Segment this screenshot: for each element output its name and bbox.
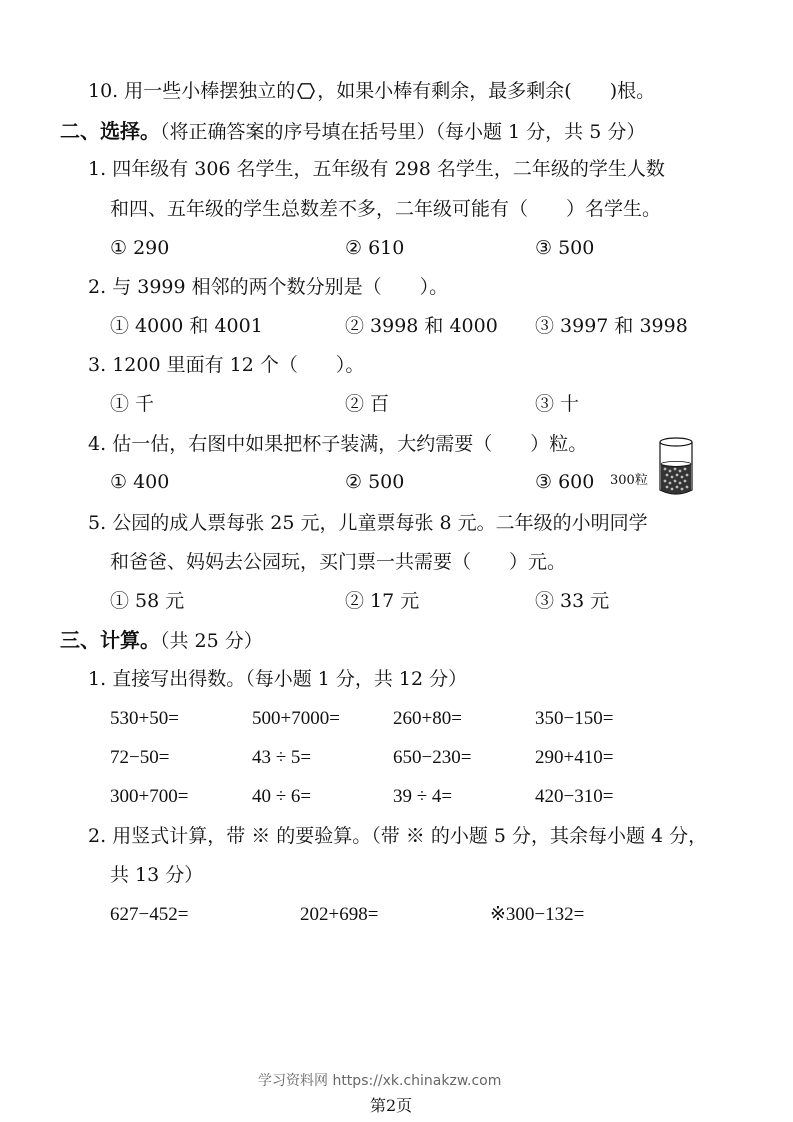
- calc-item: 290+410=: [535, 747, 614, 768]
- question-text-tail: ，如果小棒有剩余，最多剩余( )根。: [317, 80, 656, 102]
- section-2-header: [60, 118, 645, 145]
- calc-item: 350−150=: [535, 708, 614, 729]
- section-note: （共 25 分）: [160, 630, 263, 652]
- question-line: 估一估，右图中如果把杯子装满，大约需要（ ）粒。: [112, 433, 588, 455]
- option-1[interactable]: ① 4000 和 4001: [110, 315, 263, 337]
- page-number: 第2页: [370, 1096, 413, 1115]
- question-text: 用一些小棒摆独立的: [124, 80, 296, 102]
- question-line: 与 3999 相邻的两个数分别是（ ）。: [112, 276, 449, 298]
- question-text: 直接写出得数。（每小题 1 分，共 12 分）: [112, 668, 468, 690]
- option-3[interactable]: ③ 600: [535, 471, 595, 493]
- section-note: （将正确答案的序号填在括号里）（每小题 1 分，共 5 分）: [160, 121, 646, 143]
- question-number: 1.: [88, 158, 107, 180]
- section-title: 三、计算。: [60, 628, 160, 652]
- option-2[interactable]: ② 17 元: [345, 590, 420, 612]
- vertical-calc-item: 202+698=: [300, 904, 379, 925]
- question-line-continued: 共 13 分）: [110, 864, 204, 886]
- option-2[interactable]: ② 610: [345, 237, 405, 259]
- question-line-continued: 和四、五年级的学生总数差不多，二年级可能有（ ）名学生。: [110, 198, 662, 220]
- calc-question-2: [88, 823, 707, 849]
- question-line: 公园的成人票每张 25 元，儿童票每张 8 元。二年级的小明同学: [112, 512, 648, 534]
- question-number: 3.: [88, 354, 107, 376]
- option-2[interactable]: ② 500: [345, 471, 405, 493]
- option-3[interactable]: ③ 3997 和 3998: [535, 315, 688, 337]
- option-3[interactable]: ③ 500: [535, 237, 595, 259]
- calc-item: 420−310=: [535, 786, 614, 807]
- section-3-header: [60, 627, 263, 654]
- question-line: 四年级有 306 名学生，五年级有 298 名学生，二年级的学生人数: [112, 158, 665, 180]
- calc-item: 500+7000=: [252, 708, 340, 729]
- question-line: 1200 里面有 12 个（ ）。: [112, 354, 365, 376]
- calc-item: 72−50=: [110, 747, 170, 768]
- calc-question-1: [88, 666, 467, 692]
- question-number: 2.: [88, 276, 107, 298]
- calc-item: 300+700=: [110, 786, 189, 807]
- choice-question-2: [88, 274, 448, 300]
- option-1[interactable]: ① 400: [110, 471, 170, 493]
- question-10: [88, 78, 655, 104]
- calc-item: 650−230=: [393, 747, 472, 768]
- hexagon-icon: [297, 82, 315, 100]
- jar-icon: [656, 436, 696, 498]
- question-number: 1.: [88, 668, 107, 690]
- calc-item: 530+50=: [110, 708, 179, 729]
- question-number: 2.: [88, 825, 107, 847]
- question-number: 5.: [88, 512, 107, 534]
- option-1[interactable]: ① 58 元: [110, 590, 185, 612]
- vertical-calc-item: ※300−132=: [490, 904, 585, 925]
- calc-item: 39 ÷ 4=: [393, 786, 453, 807]
- jar-figure: [610, 436, 696, 498]
- question-line-continued: 和爸爸、妈妈去公园玩，买门票一共需要（ ）元。: [110, 551, 567, 573]
- option-1[interactable]: ① 290: [110, 237, 170, 259]
- section-title: 二、选择。: [60, 119, 160, 143]
- option-2[interactable]: ② 3998 和 4000: [345, 315, 498, 337]
- choice-question-3: [88, 352, 364, 378]
- question-number: 4.: [88, 433, 107, 455]
- option-2[interactable]: ② 百: [345, 393, 390, 415]
- choice-question-1: [88, 156, 665, 182]
- option-1[interactable]: ① 千: [110, 393, 155, 415]
- question-text: 用竖式计算，带 ※ 的要验算。（带 ※ 的小题 5 分，其余每小题 4 分，: [112, 825, 708, 847]
- choice-question-4: [88, 431, 587, 457]
- option-3[interactable]: ③ 33 元: [535, 590, 610, 612]
- choice-question-5: [88, 510, 648, 536]
- option-3[interactable]: ③ 十: [535, 393, 580, 415]
- jar-label: 300粒: [610, 473, 648, 488]
- vertical-calc-item: 627−452=: [110, 904, 189, 925]
- calc-item: 260+80=: [393, 708, 462, 729]
- question-number: 10.: [88, 80, 119, 102]
- calc-item: 40 ÷ 6=: [252, 786, 312, 807]
- watermark-text: 学习资料网 https://xk.chinakzw.com: [258, 1073, 502, 1089]
- calc-item: 43 ÷ 5=: [252, 747, 312, 768]
